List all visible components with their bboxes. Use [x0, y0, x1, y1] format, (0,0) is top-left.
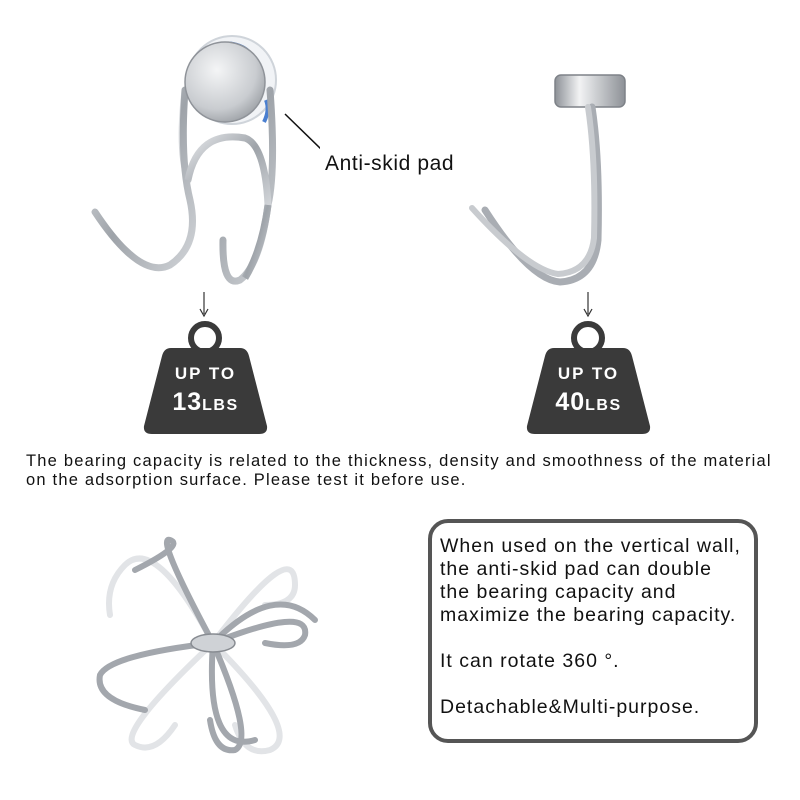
down-arrow-icon [197, 292, 211, 318]
info-detachable: Detachable&Multi-purpose. [440, 696, 701, 718]
capacity-weight-13 [143, 316, 268, 436]
feature-info-box [428, 519, 758, 743]
double-hook-image [80, 30, 320, 300]
info-rotate: It can rotate 360 °. [440, 650, 620, 672]
rotation-magnet [191, 634, 235, 652]
bearing-notice: The bearing capacity is related to the thickness, density and smoothness of the material on the adsorption surface. Please test it before use. [26, 452, 772, 489]
capacity-unit: LBS [202, 397, 239, 414]
anti-skid-pad-label: Anti-skid pad [325, 152, 455, 175]
down-arrow-icon [581, 292, 595, 318]
capacity-unit: LBS [585, 397, 622, 414]
single-hook-image [460, 70, 640, 300]
rotation-hooks-image [95, 525, 335, 765]
capacity-line1: UP TO [557, 364, 620, 383]
capacity-value [143, 388, 268, 417]
capacity-value [526, 388, 651, 417]
capacity-line1: UP TO [174, 364, 237, 383]
callout-line [285, 114, 320, 150]
capacity-number: 40 [555, 388, 586, 416]
capacity-weight-40 [526, 316, 651, 436]
info-vertical-wall: When used on the vertical wall, the anti-skid pad can double the bearing capacity and maximize the bearing capacity. [440, 535, 741, 626]
magnet-disc [185, 42, 265, 122]
capacity-number: 13 [172, 388, 203, 416]
magnet-cap [555, 75, 625, 107]
